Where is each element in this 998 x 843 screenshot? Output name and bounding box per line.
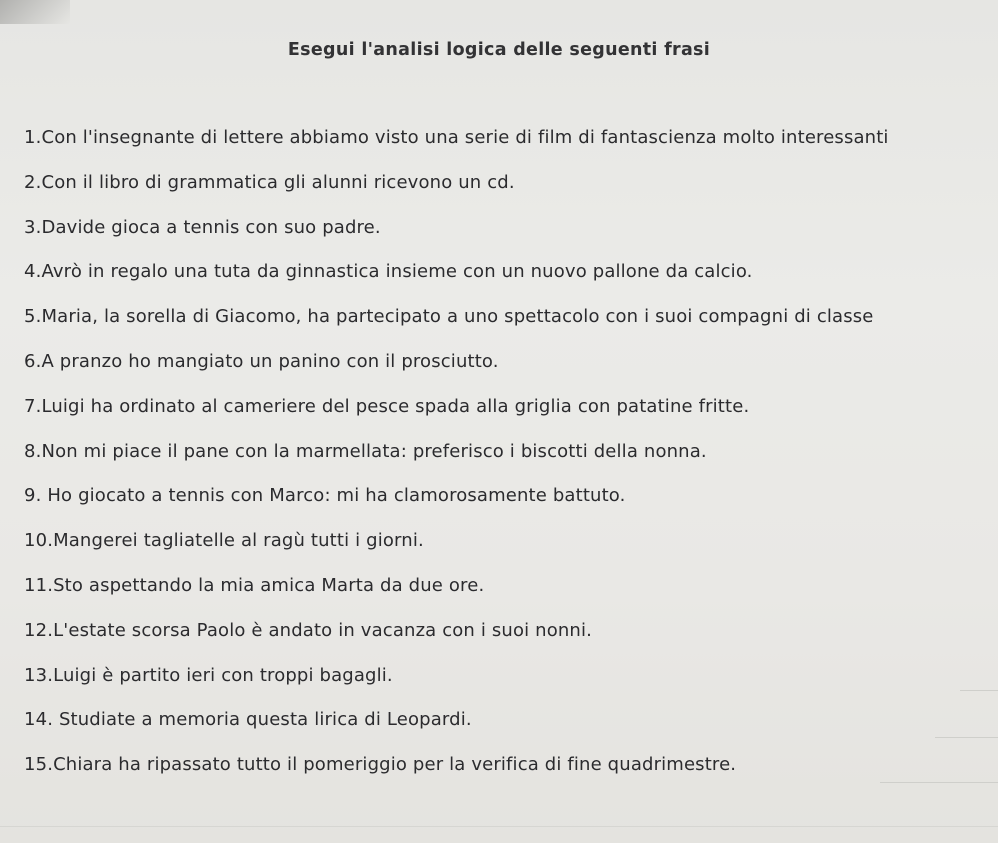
ruled-line — [0, 826, 998, 827]
ruled-line — [880, 782, 998, 783]
sentence-15: 15.Chiara ha ripassato tutto il pomeriggio per la verifica di fine quadrimestre. — [24, 754, 737, 776]
ruled-line — [935, 737, 998, 738]
sentence-4: 4.Avrò in regalo una tuta da ginnastica insieme con un nuovo pallone da calcio. — [24, 261, 753, 283]
sentence-6: 6.A pranzo ho mangiato un panino con il prosciutto. — [24, 350, 499, 372]
sentence-1: 1.Con l'insegnante di lettere abbiamo visto una serie di film di fantascienza molto interessanti — [24, 127, 889, 148]
sentence-10: 10.Mangerei tagliatelle al ragù tutti i giorni. — [24, 530, 424, 552]
sentence-7: 7.Luigi ha ordinato al cameriere del pesce spada alla griglia con patatine fritte. — [24, 395, 750, 417]
sentence-11: 11.Sto aspettando la mia amica Marta da due ore. — [24, 574, 485, 596]
worksheet-title: Esegui l'analisi logica delle seguenti frasi — [287, 40, 711, 60]
sentence-list — [24, 124, 998, 796]
sentence-3: 3.Davide gioca a tennis con suo padre. — [24, 216, 381, 238]
sentence-14: 14. Studiate a memoria questa lirica di Leopardi. — [24, 709, 472, 731]
ruled-line — [960, 690, 998, 691]
sentence-2: 2.Con il libro di grammatica gli alunni ricevono un cd. — [24, 171, 515, 193]
sentence-8: 8.Non mi piace il pane con la marmellata: preferisco i biscotti della nonna. — [24, 440, 707, 462]
sentence-9: 9. Ho giocato a tennis con Marco: mi ha clamorosamente battuto. — [24, 485, 626, 507]
page-shadow — [0, 0, 70, 24]
sentence-12: 12.L'estate scorsa Paolo è andato in vacanza con i suoi nonni. — [24, 619, 593, 641]
sentence-13: 13.Luigi è partito ieri con troppi bagagli. — [24, 664, 393, 686]
sentence-5: 5.Maria, la sorella di Giacomo, ha partecipato a uno spettacolo con i suoi compagni di classe — [24, 306, 874, 328]
